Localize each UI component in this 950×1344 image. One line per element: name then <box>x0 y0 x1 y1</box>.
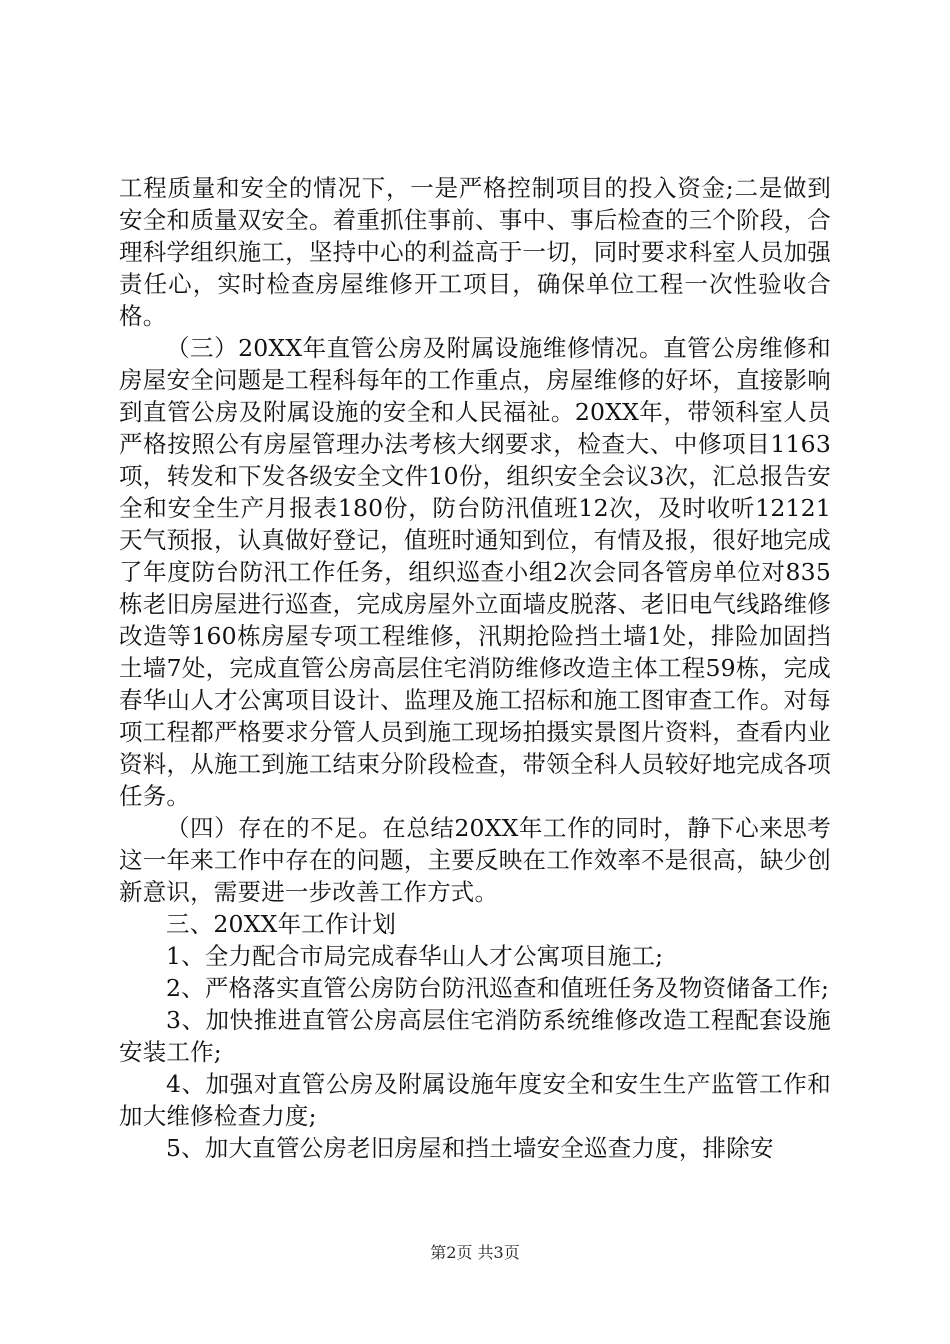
plan-item-2: 2、严格落实直管公房防台防汛巡查和值班任务及物资储备工作; <box>166 974 830 1002</box>
paragraph-section-3-maintenance: （三）20XX年直管公房及附属设施维修情况。直管公房维修和房屋安全问题是工程科每年的工作重点，房屋维修的好坏，直接影响到直管公房及附属设施的安全和人民福祉。20XX年，带领科室人员严格按照公有房屋管理办法考核大纲要求，检查大、中修项目1163项，转发和下发各级安全文件10份，组织安全会议3次，汇总报告安全和安全生产月报表180份，防台防汛值班12次，及时收听12121天气预报，认真做好登记，值班时通知到位，有情及报，很好地完成了年度防台防汛工作任务，组织巡查小组2次会同各管房单位对835栋老旧房屋进行巡查，完成房屋外立面墙皮脱落、老旧电气线路维修改造等160栋房屋专项工程维修，汛期抢险挡土墙1处，排险加固挡土墙7处，完成直管公房高层住宅消防维修改造主体工程59栋，完成春华山人才公寓项目设计、监理及施工招标和施工图审查工作。对每项工程都严格要求分管人员到施工现场拍摄实景图片资料，查看内业资料，从施工到施工结束分阶段检查，带领全科人员较好地完成各项任务。 <box>119 334 831 810</box>
paragraph-section-4-shortcomings: （四）存在的不足。在总结20XX年工作的同时，静下心来思考这一年来工作中存在的问题，主要反映在工作效率不是很高，缺少创新意识，需要进一步改善工作方式。 <box>119 814 831 906</box>
document-body <box>119 172 831 1164</box>
plan-item-1: 1、全力配合市局完成春华山人才公寓项目施工; <box>166 942 664 970</box>
page-number-footer: 第2页 共3页 <box>430 1243 520 1262</box>
paragraph-project-quality: 工程质量和安全的情况下，一是严格控制项目的投入资金;二是做到安全和质量双安全。着重抓住事前、事中、事后检查的三个阶段，合理科学组织施工，坚持中心的利益高于一切，同时要求科室人员加强责任心，实时检查房屋维修开工项目，确保单位工程一次性验收合格。 <box>119 174 831 330</box>
heading-work-plan: 三、20XX年工作计划 <box>166 910 397 938</box>
plan-item-4: 4、加强对直管公房及附属设施年度安全和安生生产监管工作和加大维修检查力度; <box>119 1070 831 1130</box>
plan-item-5: 5、加大直管公房老旧房屋和挡土墙安全巡查力度，排除安 <box>166 1134 774 1162</box>
plan-item-3: 3、加快推进直管公房高层住宅消防系统维修改造工程配套设施安装工作; <box>119 1006 831 1066</box>
